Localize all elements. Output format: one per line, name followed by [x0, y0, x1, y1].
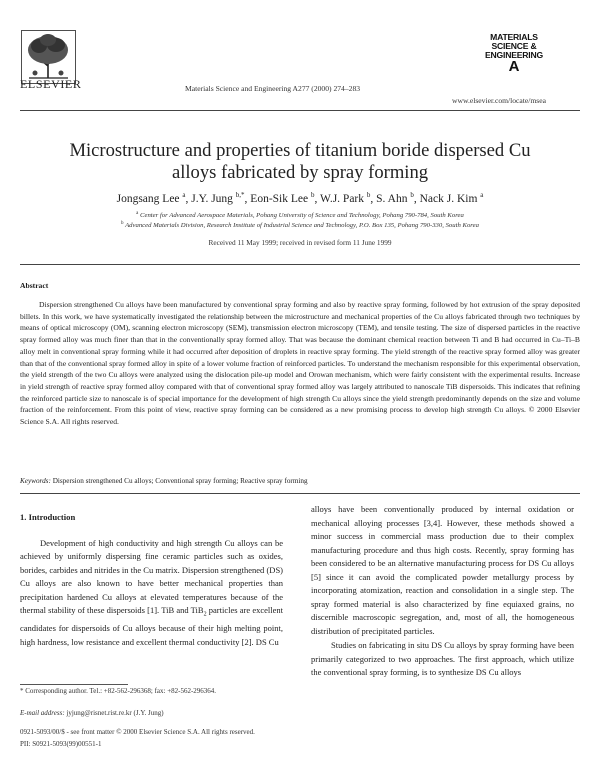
title-line: Microstructure and properties of titanium boride dispersed Cu — [69, 140, 531, 161]
keywords — [20, 477, 580, 485]
author-name: W.J. Park — [320, 192, 365, 205]
author-affiliation-mark: b — [410, 191, 414, 199]
keywords-divider — [20, 493, 580, 494]
author-name: Jongsang Lee — [116, 192, 180, 205]
keywords-text: Dispersion strengthened Cu alloys; Conventional spray forming; Reactive spray forming — [52, 477, 308, 485]
abstract-divider — [20, 264, 580, 265]
corresponding-author-note: * Corresponding author. Tel.: +82-562-296368; fax: +82-562-296364. — [20, 687, 217, 695]
abstract-body: Dispersion strengthened Cu alloys have been manufactured by conventional spray forming and also by reactive spray forming, followed by hot extrusion of the spray deposited billets. In this work, we have systematically investigated the relationship between the microstructure and mechanical properties of the Cu alloys fabricated through two techniques by means of optical microscopy (OM), scanning electron microscopy (SEM), transmission electron microscopy (TEM), and tensile testing. The size of dispersed particles in the reactive spray formed alloy was much finer than that in the conventionally spray formed alloy. That was because the dominant chemical reaction between Ti and B had occurred in Cu–Ti–B alloy melt in conventional spray forming while it had occurred after deposition of droplets in reactive spray forming. The yield strength of the reactive spray formed alloy was greater than that of the conventional spray formed alloy in spite of a lower volume fraction of reinforced particles. To understand the mechanism responsible for this experimental observation, the yield strength of the two Cu alloys were analyzed using the dislocation pile-up model and Orowan mechanism, which were fairly consistent with the experimental results. Increase in yield strength of reactive spray formed alloy compared with that of conventional spray formed alloy was largely attributed to nanoscale TiB dispersoids. This indicates that refining the reinforced particle size to nanoscale is of special importance for the development of high strength Cu alloys since the yield strength predominantly depends on the size and volume fraction of the reinforcement. From this point of view, reactive spray forming can be considered as a new promising process to develop high strength Cu alloys. © 2000 Elsevier Science S.A. All rights reserved. — [20, 300, 580, 427]
affiliation-text: Center for Advanced Aerospace Materials, Pohang University of Science and Technology, Pohang 790-784, South Korea — [140, 212, 464, 220]
journal-logo-line: MATERIALS — [490, 32, 538, 42]
paragraph-text: particles are excellent candidates for dispersoids of Cu alloys because of their high melting point, high hardness, low resistance and excellent thermal conductivity [2]. DS Cu — [20, 605, 284, 647]
author-affiliation-mark: a — [182, 191, 186, 199]
journal-logo-mark: A — [508, 58, 520, 75]
paragraph-text: Development of high conductivity and high strength Cu alloys can be achieved by uniformly dispersing fine ceramic particles such as oxides, borides, carbides and nitrides in the Cu matrix. Dispersion strengthened (DS) Cu alloys are also known to have better mechanical properties than precipitation hardened Cu alloys at elevated temperatures because of the thermal stability of these dispersoids [1]. TiB and TiB — [20, 537, 283, 615]
journal-logo-line: ENGINEERING — [485, 50, 543, 60]
footnote-divider — [20, 684, 128, 685]
email-label: E-mail address: — [20, 709, 65, 717]
author-name: Nack J. Kim — [419, 192, 478, 205]
author-list — [20, 191, 580, 205]
author-separator: , — [314, 192, 321, 205]
elsevier-tree-icon — [21, 30, 76, 84]
header-divider — [20, 110, 580, 111]
email-address-link[interactable]: jyjung@risnet.rist.re.kr (J.Y. Jung) — [66, 709, 164, 717]
affiliation-mark: b — [121, 221, 124, 226]
author-separator: , — [413, 192, 420, 205]
journal-reference: Materials Science and Engineering A277 (2000) 274–283 — [185, 84, 361, 93]
author-separator: , — [370, 192, 377, 205]
subscript: 2 — [203, 611, 207, 618]
body-paragraph — [20, 537, 283, 650]
body-paragraph: Studies on fabricating in situ DS Cu alloys by spray forming have been primarily categorized to two approaches. The first approach, which utilize the conventional spray forming, is to synthesize DS Cu alloys — [311, 640, 574, 677]
author-affiliation-mark: b,* — [235, 191, 245, 199]
journal-url-link[interactable]: www.elsevier.com/locate/msea — [452, 96, 546, 105]
author-separator: , — [185, 192, 192, 205]
page-header — [0, 0, 600, 110]
title-line: alloys fabricated by spray forming — [171, 162, 429, 183]
affiliation — [20, 221, 580, 229]
journal-logo-line: SCIENCE & — [491, 41, 537, 51]
author-name: Eon-Sik Lee — [250, 192, 309, 205]
body-paragraph: alloys have been conventionally produced by internal oxidation or mechanical alloying processes [3,4]. However, these methods showed a minor success in commercial mass production due to their complex manufacturing procedure and thus high costs. Recently, spray forming has been considered to be an alternative manufacturing process for DS Cu alloys [5] since it can avoid the complicated powder metallurgy process by incorporating atomization, reaction and consolidation in a single step. The spray formed material is also characterized by fine equiaxed grains, no discernible macroscopic segregation, and, most of all, the homogeneous distribution of precipitated particles. — [311, 504, 574, 636]
abstract-heading: Abstract — [20, 281, 49, 290]
copyright-line: 0921-5093/00/$ - see front matter © 2000 Elsevier Science S.A. All rights reserved. — [20, 728, 255, 736]
affiliation-text: Advanced Materials Division, Research Institute of Industrial Science and Technology, P.O. Box 135, Pohang 790-330, South Korea — [125, 222, 479, 230]
article-title — [40, 140, 560, 184]
journal-logo — [473, 33, 555, 74]
author-affiliation-mark: a — [480, 191, 484, 199]
section-heading: 1. Introduction — [20, 512, 76, 522]
affiliation — [20, 211, 580, 219]
keywords-label: Keywords: — [20, 477, 51, 485]
left-column — [20, 511, 283, 649]
affiliation-mark: a — [136, 211, 139, 216]
right-column — [311, 503, 574, 680]
author-name: S. Ahn — [376, 192, 408, 205]
author-name: J.Y. Jung — [191, 192, 233, 205]
author-separator: , — [244, 192, 251, 205]
email-note — [20, 708, 290, 719]
author-affiliation-mark: b — [366, 191, 371, 199]
author-affiliation-mark: b — [310, 191, 315, 199]
publisher-name: ELSEVIER — [20, 77, 82, 91]
pii-line: PII: S0921-5093(99)00551-1 — [20, 740, 102, 748]
received-dates: Received 11 May 1999; received in revised form 11 June 1999 — [208, 238, 392, 247]
